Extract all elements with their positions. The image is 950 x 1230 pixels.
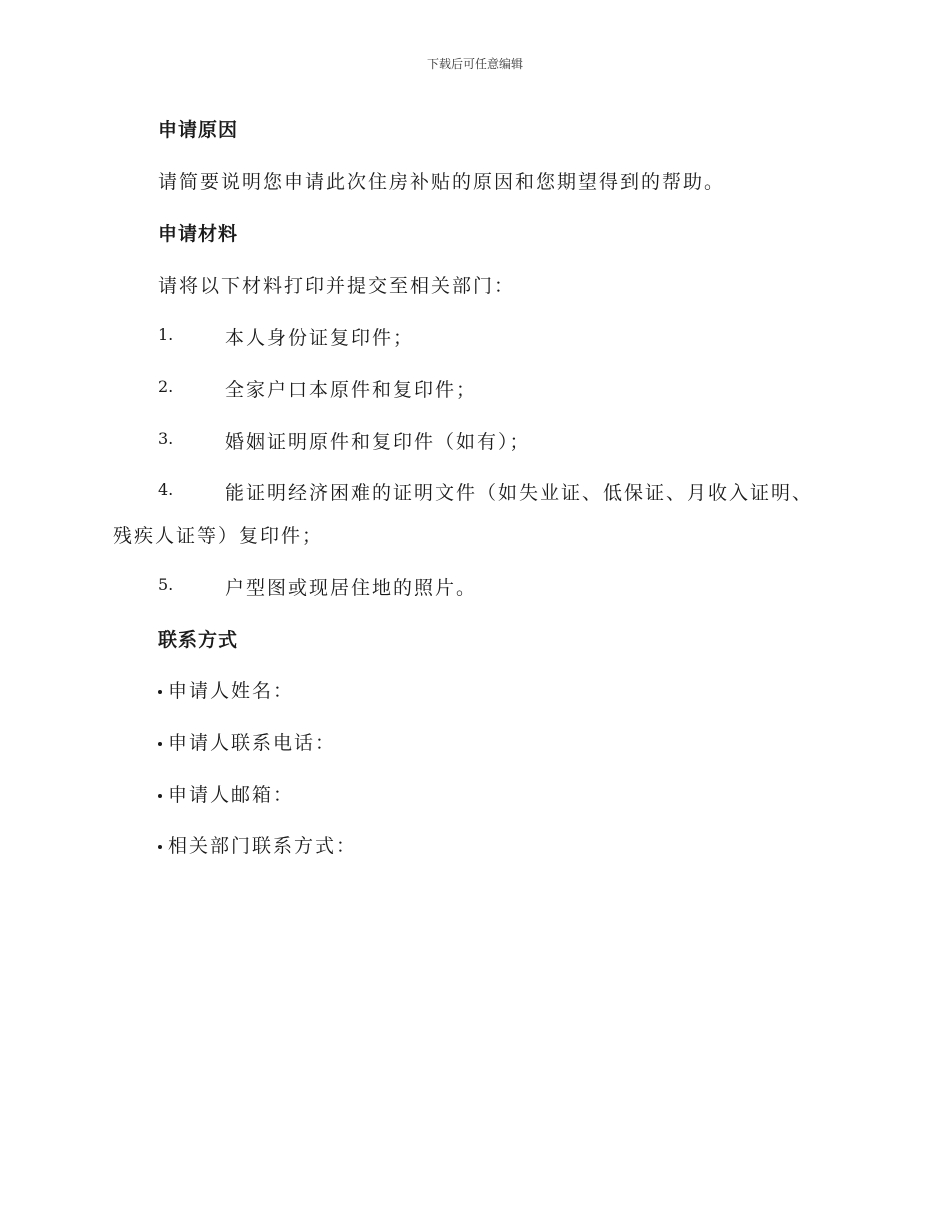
list-text-continued: 残疾人证等）复印件； bbox=[113, 525, 324, 547]
reason-paragraph: 请简要说明您申请此次住房补贴的原因和您期望得到的帮助。 bbox=[158, 171, 726, 193]
contact-label: 相关部门联系方式： bbox=[168, 835, 358, 857]
list-text: 能证明经济困难的证明文件（如失业证、低保证、月收入证明、 bbox=[225, 482, 814, 504]
contact-item-email bbox=[158, 780, 294, 807]
section-heading-reason: 申请原因 bbox=[158, 119, 239, 141]
list-text: 本人身份证复印件； bbox=[225, 327, 415, 349]
contact-label: 申请人邮箱： bbox=[168, 784, 295, 806]
contact-label: 申请人联系电话： bbox=[168, 732, 337, 754]
list-number: 3. bbox=[158, 429, 174, 448]
contact-label: 申请人姓名： bbox=[168, 680, 295, 702]
contact-item-name bbox=[158, 676, 294, 703]
contact-item-phone bbox=[158, 728, 336, 755]
section-heading-contact: 联系方式 bbox=[158, 629, 239, 651]
header-note: 下载后可任意编辑 bbox=[426, 57, 523, 71]
list-text: 婚姻证明原件和复印件（如有）； bbox=[225, 431, 531, 453]
materials-intro: 请将以下材料打印并提交至相关部门： bbox=[158, 275, 516, 297]
list-number: 1. bbox=[158, 325, 174, 344]
contact-item-department bbox=[158, 831, 357, 858]
bullet-dot-icon bbox=[158, 690, 162, 694]
list-text: 户型图或现居住地的照片。 bbox=[225, 577, 478, 599]
bullet-dot-icon bbox=[158, 742, 162, 746]
list-number: 4. bbox=[158, 480, 174, 499]
list-number: 5. bbox=[158, 575, 174, 594]
section-heading-materials: 申请材料 bbox=[158, 223, 239, 245]
list-number: 2. bbox=[158, 377, 174, 396]
list-text: 全家户口本原件和复印件； bbox=[225, 379, 478, 401]
bullet-dot-icon bbox=[158, 794, 162, 798]
bullet-dot-icon bbox=[158, 845, 162, 849]
